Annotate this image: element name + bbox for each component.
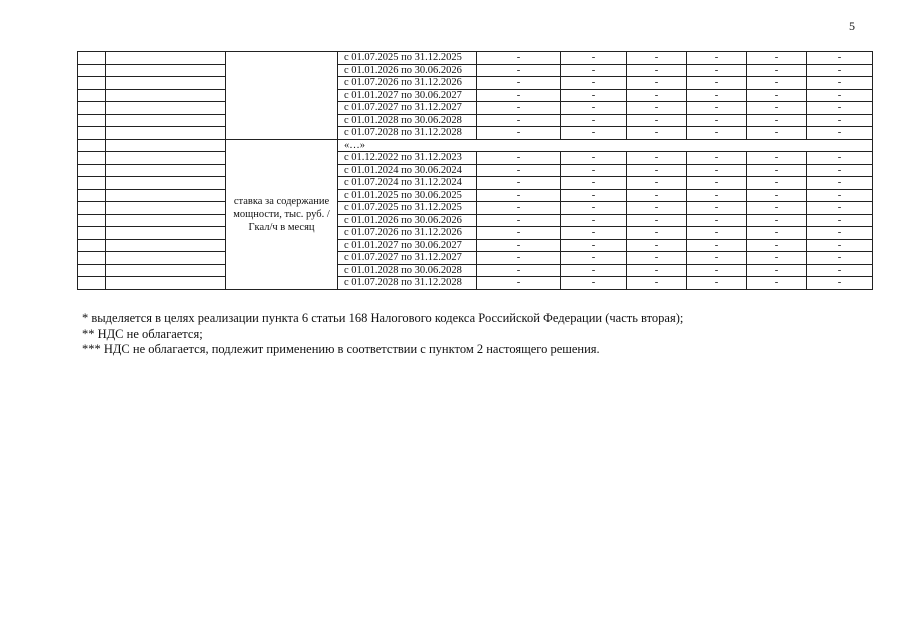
period-cell: с 01.01.2028 по 30.06.2028 (338, 114, 477, 127)
table-row (78, 127, 873, 140)
name-cell (106, 139, 226, 152)
index-cell (78, 239, 106, 252)
value-cell: - (807, 164, 873, 177)
value-cell: - (477, 127, 561, 140)
value-cell: - (807, 64, 873, 77)
value-cell: - (561, 89, 627, 102)
index-cell (78, 152, 106, 165)
value-cell: - (807, 277, 873, 290)
period-cell: с 01.07.2028 по 31.12.2028 (338, 277, 477, 290)
value-cell: - (627, 239, 687, 252)
period-cell: с 01.07.2026 по 31.12.2026 (338, 77, 477, 90)
value-cell: - (747, 89, 807, 102)
value-cell: - (807, 227, 873, 240)
value-cell: - (687, 77, 747, 90)
page-number: 5 (849, 19, 855, 33)
period-cell: с 01.07.2027 по 31.12.2027 (338, 102, 477, 115)
value-cell: - (747, 127, 807, 140)
value-cell: - (477, 77, 561, 90)
value-cell: - (627, 202, 687, 215)
name-cell (106, 202, 226, 215)
value-cell: - (807, 77, 873, 90)
value-cell: - (477, 89, 561, 102)
value-cell: - (561, 102, 627, 115)
name-cell (106, 214, 226, 227)
period-cell: с 01.07.2024 по 31.12.2024 (338, 177, 477, 190)
table-row (78, 52, 873, 65)
name-cell (106, 189, 226, 202)
table-row (78, 277, 873, 290)
period-cell: с 01.07.2025 по 31.12.2025 (338, 52, 477, 65)
period-cell: с 01.01.2027 по 30.06.2027 (338, 239, 477, 252)
value-cell: - (561, 64, 627, 77)
value-cell: - (687, 89, 747, 102)
value-cell: - (627, 189, 687, 202)
period-cell: с 01.01.2026 по 30.06.2026 (338, 214, 477, 227)
index-cell (78, 52, 106, 65)
table-row (78, 77, 873, 90)
value-cell: - (747, 239, 807, 252)
name-cell (106, 77, 226, 90)
value-cell: - (747, 189, 807, 202)
value-cell: - (807, 114, 873, 127)
value-cell: - (627, 277, 687, 290)
value-cell: - (561, 152, 627, 165)
value-cell: - (687, 114, 747, 127)
index-cell (78, 139, 106, 152)
value-cell: - (687, 239, 747, 252)
name-cell (106, 152, 226, 165)
table-row (78, 264, 873, 277)
value-cell: - (807, 252, 873, 265)
index-cell (78, 77, 106, 90)
index-cell (78, 89, 106, 102)
rate-type-label: ставка за содержание мощности, тыс. руб. /Гкал/ч в месяц (226, 139, 338, 289)
name-cell (106, 102, 226, 115)
value-cell: - (807, 239, 873, 252)
value-cell: - (627, 214, 687, 227)
value-cell: - (627, 252, 687, 265)
value-cell: - (807, 177, 873, 190)
value-cell: - (687, 214, 747, 227)
tariff-table-body (78, 52, 873, 290)
name-cell (106, 127, 226, 140)
value-cell: - (747, 164, 807, 177)
value-cell: - (687, 227, 747, 240)
value-cell: - (561, 227, 627, 240)
period-cell: с 01.01.2027 по 30.06.2027 (338, 89, 477, 102)
table-row (78, 102, 873, 115)
name-cell (106, 264, 226, 277)
value-cell: - (747, 64, 807, 77)
value-cell: - (627, 227, 687, 240)
value-cell: - (627, 64, 687, 77)
value-cell: - (687, 177, 747, 190)
value-cell: - (561, 264, 627, 277)
value-cell: - (747, 77, 807, 90)
value-cell: - (477, 277, 561, 290)
name-cell (106, 252, 226, 265)
value-cell: - (687, 52, 747, 65)
index-cell (78, 114, 106, 127)
value-cell: - (561, 252, 627, 265)
value-cell: - (807, 102, 873, 115)
value-cell: - (477, 114, 561, 127)
value-cell: - (747, 102, 807, 115)
table-row (78, 189, 873, 202)
value-cell: - (807, 127, 873, 140)
value-cell: - (561, 239, 627, 252)
value-cell: - (561, 127, 627, 140)
index-cell (78, 202, 106, 215)
index-cell (78, 252, 106, 265)
table-row (78, 152, 873, 165)
value-cell: - (687, 64, 747, 77)
name-cell (106, 239, 226, 252)
value-cell: - (807, 52, 873, 65)
footnote-3: *** НДС не облагается, подлежит применению в соответствии с пунктом 2 настоящего решения. (82, 342, 600, 356)
value-cell: - (627, 264, 687, 277)
table-row (78, 114, 873, 127)
value-cell: - (747, 202, 807, 215)
value-cell: - (687, 152, 747, 165)
name-cell (106, 89, 226, 102)
value-cell: - (687, 164, 747, 177)
index-cell (78, 214, 106, 227)
value-cell: - (477, 252, 561, 265)
value-cell: - (807, 152, 873, 165)
value-cell: - (477, 264, 561, 277)
value-cell: - (627, 102, 687, 115)
value-cell: - (747, 52, 807, 65)
value-cell: - (687, 252, 747, 265)
value-cell: - (807, 89, 873, 102)
value-cell: - (477, 52, 561, 65)
footnote-1: * выделяется в целях реализации пункта 6 статьи 168 Налогового кодекса Российской Федерации (часть вторая); (82, 311, 684, 325)
value-cell: - (477, 164, 561, 177)
index-cell (78, 164, 106, 177)
tariff-table (77, 51, 873, 290)
index-cell (78, 64, 106, 77)
value-cell: - (627, 89, 687, 102)
value-cell: - (627, 177, 687, 190)
value-cell: - (561, 189, 627, 202)
table-row (78, 227, 873, 240)
name-cell (106, 227, 226, 240)
value-cell: - (747, 177, 807, 190)
table-row (78, 214, 873, 227)
value-cell: - (561, 214, 627, 227)
value-cell: - (687, 264, 747, 277)
table-row (78, 239, 873, 252)
value-cell: - (561, 114, 627, 127)
value-cell: - (477, 227, 561, 240)
name-cell (106, 52, 226, 65)
value-cell: - (477, 189, 561, 202)
period-cell: с 01.12.2022 по 31.12.2023 (338, 152, 477, 165)
table-row (78, 252, 873, 265)
value-cell: - (561, 277, 627, 290)
ellipsis-row (78, 139, 873, 152)
value-cell: - (747, 114, 807, 127)
table-row (78, 64, 873, 77)
index-cell (78, 189, 106, 202)
index-cell (78, 264, 106, 277)
value-cell: - (687, 127, 747, 140)
value-cell: - (477, 64, 561, 77)
footnotes (82, 311, 683, 358)
ellipsis-cell: «…» (338, 139, 873, 152)
table-row (78, 202, 873, 215)
value-cell: - (627, 164, 687, 177)
value-cell: - (747, 152, 807, 165)
table-row (78, 177, 873, 190)
index-cell (78, 277, 106, 290)
name-cell (106, 64, 226, 77)
value-cell: - (477, 214, 561, 227)
period-cell: с 01.01.2025 по 30.06.2025 (338, 189, 477, 202)
value-cell: - (627, 127, 687, 140)
name-cell (106, 177, 226, 190)
value-cell: - (561, 177, 627, 190)
value-cell: - (807, 264, 873, 277)
value-cell: - (747, 264, 807, 277)
value-cell: - (747, 214, 807, 227)
value-cell: - (747, 227, 807, 240)
value-cell: - (627, 52, 687, 65)
value-cell: - (477, 102, 561, 115)
value-cell: - (807, 214, 873, 227)
value-cell: - (627, 152, 687, 165)
value-cell: - (561, 52, 627, 65)
value-cell: - (687, 202, 747, 215)
footnote-2: ** НДС не облагается; (82, 326, 203, 341)
period-cell: с 01.01.2024 по 30.06.2024 (338, 164, 477, 177)
value-cell: - (687, 277, 747, 290)
period-cell: с 01.07.2025 по 31.12.2025 (338, 202, 477, 215)
value-cell: - (747, 277, 807, 290)
name-cell (106, 277, 226, 290)
name-cell (106, 114, 226, 127)
value-cell: - (561, 202, 627, 215)
value-cell: - (477, 239, 561, 252)
period-cell: с 01.07.2026 по 31.12.2026 (338, 227, 477, 240)
table-row (78, 164, 873, 177)
index-cell (78, 177, 106, 190)
value-cell: - (747, 252, 807, 265)
index-cell (78, 227, 106, 240)
value-cell: - (627, 77, 687, 90)
value-cell: - (687, 102, 747, 115)
name-cell (106, 164, 226, 177)
index-cell (78, 127, 106, 140)
value-cell: - (561, 77, 627, 90)
value-cell: - (627, 114, 687, 127)
period-cell: с 01.07.2027 по 31.12.2027 (338, 252, 477, 265)
index-cell (78, 102, 106, 115)
value-cell: - (477, 177, 561, 190)
value-cell: - (561, 164, 627, 177)
value-cell: - (807, 189, 873, 202)
period-cell: с 01.07.2028 по 31.12.2028 (338, 127, 477, 140)
period-cell: с 01.01.2028 по 30.06.2028 (338, 264, 477, 277)
table-row (78, 89, 873, 102)
value-cell: - (477, 202, 561, 215)
value-cell: - (807, 202, 873, 215)
rate-type-cell (226, 52, 338, 140)
value-cell: - (477, 152, 561, 165)
period-cell: с 01.01.2026 по 30.06.2026 (338, 64, 477, 77)
value-cell: - (687, 189, 747, 202)
